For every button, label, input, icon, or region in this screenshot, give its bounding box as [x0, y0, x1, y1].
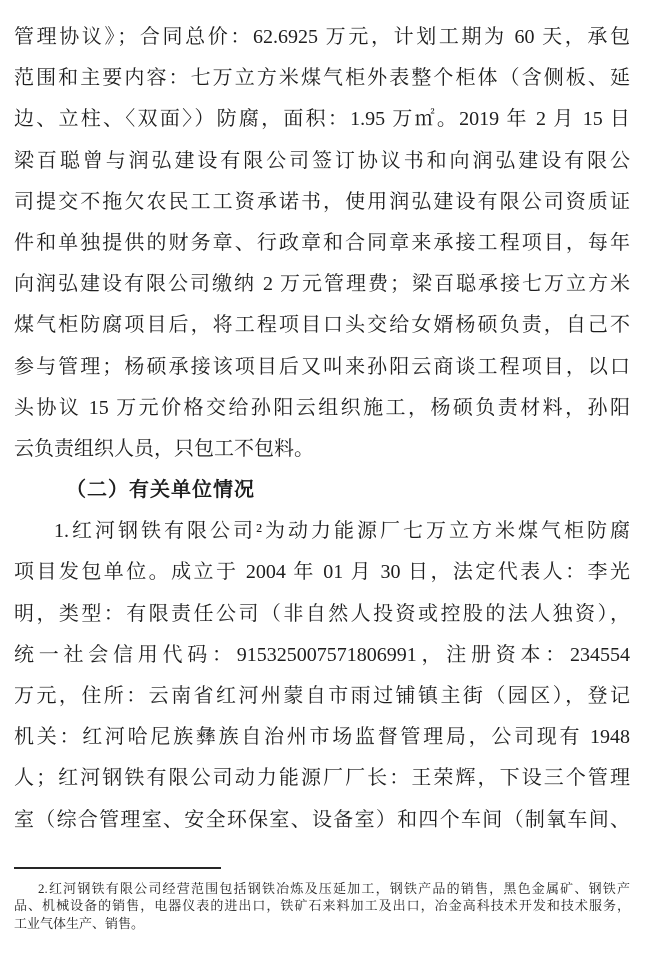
- text-line: 梁百聪曾与润弘建设有限公司签订协议书和向润弘建设有限公: [14, 149, 630, 172]
- text-line: 头协议 15 万元价格交给孙阳云组织施工，杨硕负责材料，孙阳: [14, 396, 630, 419]
- text-line: 管理协议》；合同总价：62.6925 万元，计划工期为 60 天，承包: [14, 26, 630, 48]
- text-line: 向润弘建设有限公司缴纳 2 万元管理费；梁百聪承接七万立方米: [14, 273, 630, 296]
- text-line: 人；红河钢铁有限公司动力能源厂厂长：王荣辉，下设三个管理: [14, 767, 630, 790]
- text-line: 明，类型：有限责任公司（非自然人投资或控股的法人独资），: [14, 602, 630, 625]
- text-line: 件和单独提供的财务章、行政章和合同章来承接工程项目，每年: [14, 231, 630, 254]
- text-line: 万元，住所：云南省红河州蒙自市雨过铺镇主街（园区），登记: [14, 685, 630, 707]
- footnote-line: 工业气体生产、销售。: [14, 915, 145, 931]
- text-line: 参与管理；杨硕承接该项目后又叫来孙阳云商谈工程项目，以口: [14, 355, 630, 378]
- footnote-divider: [14, 867, 221, 869]
- text-line: 云负责组织人员，只包工不包料。: [14, 437, 314, 460]
- paragraph-company-info: [14, 511, 630, 841]
- text-line: 统一社会信用代码：915325007571806991，注册资本：234554: [14, 643, 630, 666]
- text-line: 室（综合管理室、安全环保室、设备室）和四个车间（制氧车间、: [14, 808, 630, 831]
- text-line: 范围和主要内容：七万立方米煤气柜外表整个柜体（含侧板、延: [14, 67, 630, 90]
- footnote: [14, 880, 630, 933]
- section-heading: （二）有关单位情况: [66, 479, 255, 502]
- paragraph-contract-details: [14, 17, 630, 470]
- text-line: 1.红河钢铁有限公司²为动力能源厂七万立方米煤气柜防腐: [54, 520, 630, 543]
- text-line: 边、立柱、〈双面〉）防腐，面积：1.95 万㎡。2019 年 2 月 15 日: [14, 108, 630, 131]
- footnote-line: 品、机械设备的销售，电器仪表的进出口，铁矿石来料加工及出口，冶金高科技术开发和技术服务，: [14, 898, 630, 914]
- text-line: 机关：红河哈尼族彝族自治州市场监督管理局，公司现有 1948: [14, 726, 630, 749]
- footnote-line: 2.红河钢铁有限公司经营范围包括钢铁冶炼及压延加工，钢铁产品的销售，黑色金属矿、钢铁产: [38, 880, 630, 896]
- text-line: 煤气柜防腐项目后，将工程项目口头交给女婿杨硕负责，自己不: [14, 314, 630, 337]
- text-line: 项目发包单位。成立于 2004 年 01 月 30 日，法定代表人：李光: [14, 561, 630, 584]
- text-line: 司提交不拖欠农民工工资承诺书，使用润弘建设有限公司资质证: [14, 190, 630, 213]
